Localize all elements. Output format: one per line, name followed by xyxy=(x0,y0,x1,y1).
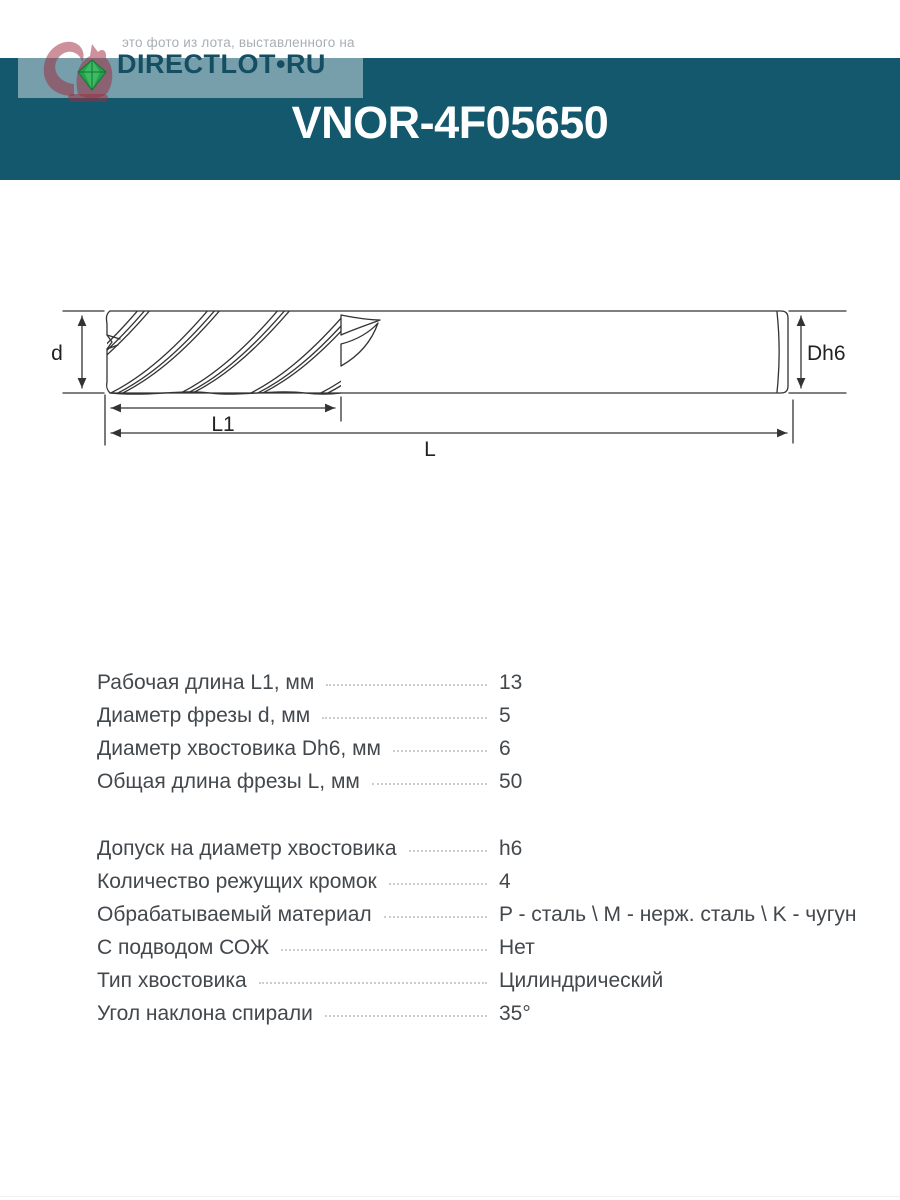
label-l1: L1 xyxy=(211,413,235,436)
spec-row xyxy=(97,865,872,898)
squirrel-logo-icon xyxy=(40,32,120,104)
spec-value: h6 xyxy=(499,836,523,860)
spec-group-dimensions xyxy=(97,666,872,798)
spec-label: Угол наклона спирали xyxy=(97,1001,313,1025)
spec-label: Диаметр фрезы d, мм xyxy=(97,703,311,727)
dimension-d xyxy=(51,311,104,393)
spec-label: С подводом СОЖ xyxy=(97,935,270,959)
spec-row xyxy=(97,832,872,865)
endmill-diagram xyxy=(0,290,900,480)
spec-label: Тип хвостовика xyxy=(97,968,247,992)
spec-label: Обрабатываемый материал xyxy=(97,902,372,926)
spec-value: P - сталь \ M - нерж. сталь \ K - чугун xyxy=(499,902,857,926)
spec-row xyxy=(97,765,872,798)
product-title: VNOR-4F05650 xyxy=(291,97,609,148)
dotted-leader xyxy=(393,750,487,752)
spec-table xyxy=(97,666,872,1030)
spec-value: 5 xyxy=(499,703,511,727)
dotted-leader xyxy=(384,916,487,918)
brand-logo-text: DIRECTLOT•RU xyxy=(117,49,326,79)
spec-label: Количество режущих кромок xyxy=(97,869,377,893)
dimension-l1 xyxy=(105,395,341,445)
spec-row xyxy=(97,964,872,997)
spec-label: Допуск на диаметр хвостовика xyxy=(97,836,397,860)
spec-value: 4 xyxy=(499,869,511,893)
spec-value: 13 xyxy=(499,670,523,694)
dotted-leader xyxy=(409,850,488,852)
shank-outline xyxy=(110,311,788,393)
bottom-divider xyxy=(0,1196,900,1197)
spec-row xyxy=(97,931,872,964)
dimension-dh6 xyxy=(789,311,846,393)
dotted-leader xyxy=(372,783,487,785)
spec-label: Диаметр хвостовика Dh6, мм xyxy=(97,736,381,760)
dotted-leader xyxy=(326,684,487,686)
spec-row xyxy=(97,699,872,732)
spec-value: Нет xyxy=(499,935,535,959)
spec-row xyxy=(97,732,872,765)
dotted-leader xyxy=(389,883,487,885)
spec-value: 6 xyxy=(499,736,511,760)
watermark-note: это фото из лота, выставленного на xyxy=(122,35,355,50)
spec-value: 35° xyxy=(499,1001,531,1025)
spec-row xyxy=(97,666,872,699)
label-d: d xyxy=(51,342,63,365)
spec-row xyxy=(97,997,872,1030)
label-dh6: Dh6 xyxy=(807,342,846,365)
spec-row xyxy=(97,898,872,931)
spec-value: 50 xyxy=(499,769,523,793)
dotted-leader xyxy=(281,949,487,951)
spec-group-properties xyxy=(97,832,872,1030)
dotted-leader xyxy=(259,982,487,984)
spec-value: Цилиндрический xyxy=(499,968,664,992)
dotted-leader xyxy=(325,1015,487,1017)
spec-label: Рабочая длина L1, мм xyxy=(97,670,315,694)
dotted-leader xyxy=(322,717,487,719)
spec-label: Общая длина фрезы L, мм xyxy=(97,769,360,793)
label-l: L xyxy=(424,438,436,461)
